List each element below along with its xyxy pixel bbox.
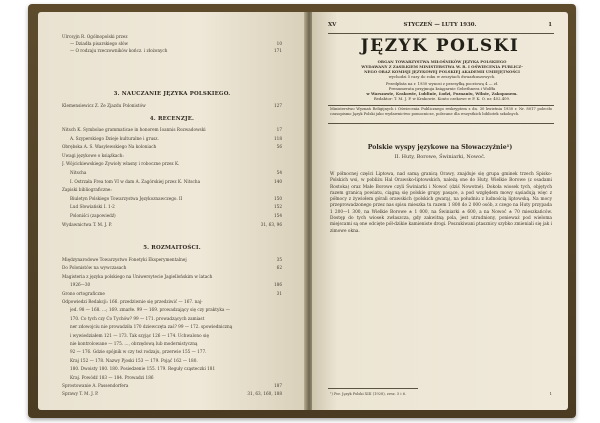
toc-entry	[62, 391, 282, 396]
toc-entry-text: Nitsch K. Symbolae grammaticae in honorem Ioannis Rozwadowski	[62, 127, 206, 132]
toc-entry	[70, 213, 282, 218]
section-heading: 4. RECENZJE.	[149, 116, 195, 122]
toc-entry	[62, 187, 282, 192]
toc-entry	[70, 179, 282, 184]
toc-entry-page: 56	[276, 144, 282, 150]
article-title: Polskie wyspy językowe na Słowaczyźnie¹)	[367, 144, 513, 151]
page-number: 1	[549, 391, 552, 396]
subtitle-line: WYDAWANY Z ZASIŁKIEM MINISTERSTWA W. R. I OŚWIECENIA PUBLICZ-	[361, 64, 523, 69]
toc-entry-text: ner zdowojciu nie prowadziła 170 dziewczęta zaś? 99 — 172. spowiedniczną	[70, 324, 233, 330]
subtitle-line: w Warszawie, Krakowie, Lublinie, Łodzi, Poznaniu, Wilnie, Zakopanem.	[366, 91, 518, 96]
toc-entry-text: Ulrcsyjn R. Ogólnopolski przez	[62, 34, 128, 39]
toc-entry	[70, 196, 282, 201]
left-page	[38, 12, 306, 410]
toc-entry-text: i wywiedziałem 121 — 173. Tak szyjąc 126 — 174. Uchwalono się	[70, 332, 209, 338]
toc-entry-text: Do Polonistów na wywczasach	[62, 265, 127, 271]
subtitle-line: wychodzi 5 razy do roku w zeszytach dwuarkuszowych.	[388, 74, 496, 79]
open-book	[28, 4, 576, 418]
toc-entry-text: Wydawnictwa T. M. J. P.	[62, 221, 112, 227]
toc-entry-page: 140	[274, 178, 282, 184]
toc-entry	[62, 291, 282, 296]
subtitle-line: Prenumerata przyjmuja księgarnie Gebethnera i Wolffa	[388, 86, 496, 91]
toc-entry-text: nie kontrolowane — 175. …, obrzędową lub modernistyczną	[70, 341, 198, 346]
toc-entry	[70, 170, 282, 175]
toc-entry-page: 62	[276, 265, 282, 271]
toc-entry	[70, 307, 282, 312]
toc-entry-page: 31	[276, 290, 282, 296]
toc-entry	[70, 333, 282, 338]
toc-entry-text: Zapiski bibliograficzne:	[62, 187, 112, 193]
header-rule	[328, 33, 554, 34]
toc-entry-page: 150	[274, 195, 282, 201]
subtitle-line: NEGO ORAZ KOMISJI JĘZYKOWEJ POLSKIEJ AKADEMII UMIEJĘTNOŚCI	[364, 69, 520, 74]
toc-entry-text: Grono ortograficzne	[62, 290, 105, 296]
toc-entry	[70, 41, 282, 46]
toc-entry	[70, 136, 282, 141]
toc-entry	[70, 358, 282, 363]
subtitle-line: Przedpłata na r. 1930 wynosi z przesyłką pocztową 4 — zł.	[385, 81, 499, 86]
toc-entry-text: J. Wójcickiewskiego Żywioły własny i roboczne przez K.	[62, 161, 180, 167]
toc-entry-page: 171	[274, 48, 282, 53]
toc-entry	[70, 366, 282, 371]
toc-entry-text: Lud Słowiański I. 1-2	[70, 204, 115, 210]
toc-entry-page: 127	[274, 103, 282, 108]
ministry-notice: Ministerstwo Wyznań Religijnych i Oświecenia Publicznego reskryptem z dn. 30 kwietnia 1930 r. Nr. 8017 poleciło czasopismo Język Polski jako wydawnictwo pomocnicze, polecane dla wszystkich bibliotek szkolnych.	[330, 107, 552, 116]
running-header	[324, 22, 556, 30]
toc-entry	[62, 257, 282, 262]
toc-entry	[70, 375, 282, 380]
footnote-rule	[328, 388, 418, 389]
toc-entry-text: 180. Dwoisty 180. 180. Posiedzenie 155. 179. Reguły cząsteczki 181	[70, 366, 216, 372]
toc-entry-text: Kraj 152 — 178. Nazwy Pjoski 153 — 179. Pojąć 162 — 180.	[70, 357, 198, 363]
toc-entry-page: 31, 63, 96	[260, 221, 282, 227]
toc-entry	[62, 383, 282, 388]
toc-entry	[70, 349, 282, 354]
toc-entry	[70, 324, 282, 329]
notice-rule-top	[328, 105, 554, 106]
toc-entry-text: — Dziadła pisarskiego słów	[70, 41, 129, 46]
toc-entry	[62, 161, 282, 166]
toc-entry-text: Biuletyn Polskiego Towarzystwa Językoznawczego. II	[70, 195, 183, 201]
toc-entry	[62, 299, 282, 304]
toc-entry-text: 92 — 176. Gdzie spójnik w czy też rodzaju, przerwie 155 — 177.	[70, 349, 207, 355]
toc-entry	[70, 316, 282, 321]
toc-entry	[62, 274, 282, 279]
journal-title: JĘZYK POLSKI	[360, 36, 520, 56]
toc-entry-text: Międzynarodowe Towarzystwo Fonetyki Eksperymentalnej	[62, 257, 187, 262]
toc-entry-text: 1926—30	[70, 282, 91, 288]
toc-entry-text: Nitscha	[70, 170, 87, 175]
toc-entry	[70, 341, 282, 346]
volume-number: XV	[328, 22, 337, 28]
toc-entry-text: jed. 98 — 168. …; 169. zmarłe. 99 — 169. prowadzający się czy praktyka —	[70, 307, 230, 313]
dateline: STYCZEŃ — LUTY 1930.	[403, 22, 477, 28]
toc-entry-page: 54	[276, 170, 282, 175]
toc-entry-text: Klemensiewicz Z. Ze Zjazdu Polonistów	[62, 103, 146, 108]
right-page	[312, 12, 568, 410]
toc-entry-page: 17	[276, 127, 282, 132]
article-subtitle: II. Huty, Borowe, Świniarki, Nowoć.	[394, 154, 486, 160]
toc-entry-text: I. Ostrzała Frea tom VI w dam A. Zagórskiej przez K. Nitscha	[70, 178, 201, 184]
toc-entry-page: 118	[274, 135, 282, 141]
toc-entry	[62, 153, 282, 158]
section-heading: 3. NAUCZANIE JĘZYKA POLSKIEGO.	[113, 91, 231, 97]
toc-entry-text: Sprawy T. M. J. P.	[62, 391, 99, 397]
toc-entry-page: 10	[276, 41, 282, 46]
toc-entry-text: 170. Co tych czy Co Tychów? 99 — 171. prowadzących zamiast	[70, 315, 205, 321]
section-heading: 5. ROZMAITOŚCI.	[143, 245, 201, 251]
toc-entry-page: 35	[276, 257, 282, 262]
notice-rule-bottom	[328, 123, 554, 124]
toc-entry-page: 154	[274, 213, 282, 218]
toc-entry	[62, 34, 282, 39]
toc-entry	[70, 204, 282, 209]
toc-entry-text: Magisteria z języka polskiego na Uniwersytecie Jagiellońskim w latach	[62, 273, 213, 279]
toc-entry-page: 187	[274, 383, 282, 388]
toc-entry	[62, 144, 282, 149]
toc-entry	[62, 265, 282, 270]
toc-entry-page: 31, 63, 160, 188	[247, 391, 282, 397]
toc-entry	[70, 282, 282, 287]
toc-entry-text: Odpowiedzi Redakcji: 166. przedziwnie się przedziwić — 167. naj-	[62, 299, 203, 304]
article-body: W północnej części Liptowa, nad samą granicą Orawy, znajduje się grupa gminek trzech Spisko-Polskich wsi, w pobliżu Hal Orawsko-liptowskich, należą one do Huty, Wielkie Borowe (z osadami Rostoka) oraz Małe Borowe czyli Świniarki i Nowoć (dziś Nowotné). Dokoła wiosek tych, objętych razem granicą powiatu, ciągną się polskie grupy pasące, a pod względem mowy sąsiadują więc z północy z żywiołem górali orawskich (polskich gwarą), na południu z ludnością liptowską. Na mocy przeprowadzonego przez nas spisu mieszka tu razem 1 800 do 2 000 osób, z czego na Huty przypada 1 200—1 300, na Wielkie Borowe ± 1 000, na Świniarki ± 600, a na Nowoć ± 70 mieszkańców. Dostęp do tych wiosek zwłaszcza, gdy zakwitną pola, jest utrudniony, ponieważ pod wieloma miejscami są one odcięte pół-dzikie kamieniste drogi. Poszukiwani ptasznicy szybko zmieniali się jak i zimowe okna.	[330, 172, 552, 234]
toc-entry-text: — O rodzaju rzeczowników kończ. i złożonych	[70, 48, 168, 53]
toc-entry-page: 186	[274, 282, 282, 288]
toc-entry-text: Sprostowanie A. Passendorfera	[62, 383, 129, 388]
toc-entry-text: Obrębska A. S. Wasylewskiego Na koloniach	[62, 144, 157, 150]
toc-entry	[70, 48, 282, 53]
toc-entry-text: Kraj. Powódź 183 — 184. Prowadzi 186	[70, 374, 154, 380]
toc-entry	[62, 127, 282, 132]
toc-entry-page: 152	[274, 204, 282, 210]
subtitle-line: Redaktor: T. M. J. P. w Krakowie. Konto czekowe w P. K. O. nr. 402.409.	[373, 96, 511, 101]
issue-number: 1	[548, 22, 552, 28]
toc-entry	[62, 222, 282, 227]
toc-entry-text: A. Szyperskiego Dzieje kulturalne i grusz.	[70, 135, 159, 141]
toc-entry	[62, 103, 282, 108]
toc-entry-text: Uwagi językowe o książkach:	[62, 152, 124, 158]
toc-entry-text: Poloniści (zapowiedź)	[70, 213, 116, 218]
footnote: ¹) Por. Język Polski XIII (1928), zesz. 5 i 6.	[330, 392, 407, 396]
subtitle-line: ORGAN TOWARZYSTWA MIŁOŚNIKÓW JĘZYKA POLSKIEGO	[377, 59, 507, 64]
